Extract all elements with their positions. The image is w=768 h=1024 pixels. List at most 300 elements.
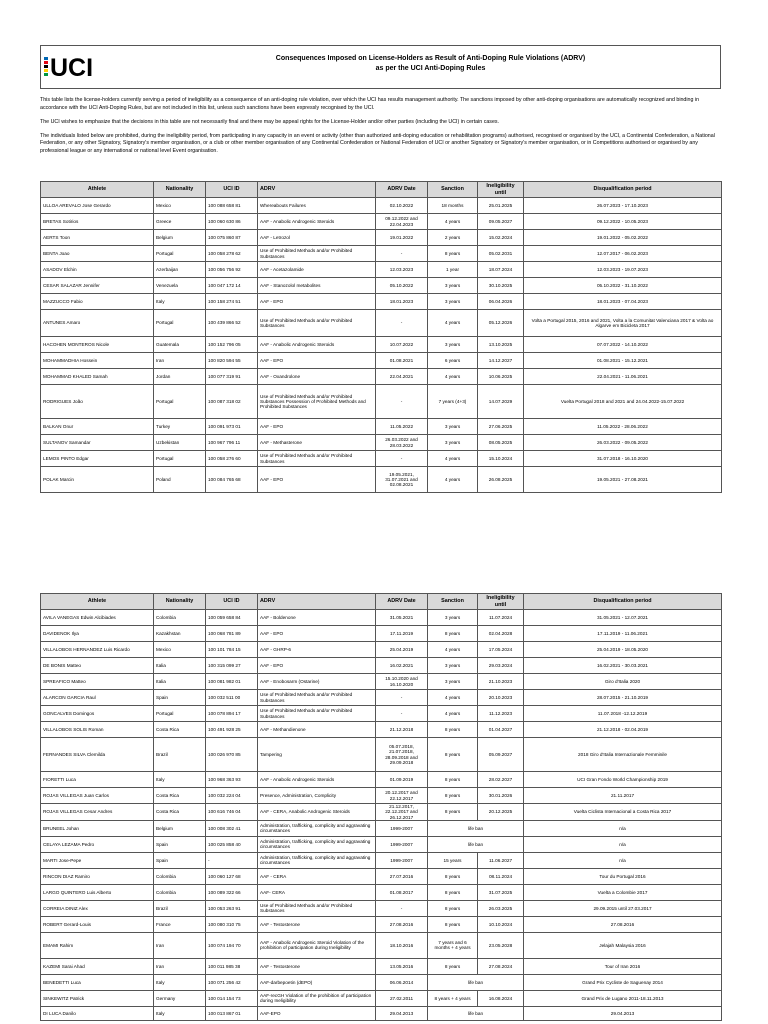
page-title: Consequences Imposed on License-Holders as Result of Anti-Doping Rule Violations (ADRV) as per the UCI Anti-Doping Rules (275, 55, 586, 72)
cell-nationality: Azerbaijan (154, 262, 206, 278)
cell-adrv: Use of Prohibited Methods and/or Prohibited Substances (258, 310, 376, 337)
cell-nationality: Kazakhstan (154, 626, 206, 642)
cell-adrv-date: - (376, 900, 428, 916)
cell-uci-id: 100 032 511 00 (206, 690, 258, 706)
cell-disqualification: n/a (524, 852, 722, 868)
cell-sanction: 4 years (428, 690, 478, 706)
cell-ineligibility: 20.10.2023 (478, 690, 524, 706)
cell-sanction: 3 years (428, 610, 478, 626)
cell-athlete: LEMOS PINTO Edgar (41, 451, 154, 467)
cell-adrv-date: - (376, 385, 428, 419)
cell-athlete: SPREAFICO Matteo (41, 674, 154, 690)
cell-athlete: ALARCON GARCIA Raul (41, 690, 154, 706)
table-header-row (41, 594, 722, 610)
cell-disqualification: 12.07.2017 - 06.02.2023 (524, 246, 722, 262)
cell-disqualification: 19.05.2021 - 27.08.2021 (524, 467, 722, 493)
cell-sanction: 4 years (428, 310, 478, 337)
intro-paragraph: The UCI wishes to emphasize that the decisions in this table are not necessarily final and there may be appeal rights for the License-Holder and/or other parties (including the UCI) in certain cases. (40, 118, 500, 125)
cell-disqualification: 27.08.2016 (524, 916, 722, 932)
cell-nationality: France (154, 916, 206, 932)
cell-adrv: AAF - Anabolic Androgenic Steroids (258, 772, 376, 788)
cell-athlete: HACOHEN MONTEROS Nicole (41, 337, 154, 353)
cell-ineligibility: 27.06.2025 (478, 419, 524, 435)
intro-paragraph: This table lists the license-holders currently serving a period of ineligibility as a consequence of an anti-doping rule violation, over which the UCI has results management authority. The sanctions imposed by other anti-doping organisations are automatically recognized and binding in accordance with the UCI Anti-Doping Rules, but are not included in this list, unless such sanctions have been expressly recognised by the UCI. (40, 97, 700, 111)
cell-adrv-date: 05.10.2022 (376, 278, 428, 294)
cell-uci-id: 100 056 756 92 (206, 262, 258, 278)
cell-sanction: 8 years (428, 772, 478, 788)
cell-adrv-date: 18.01.2023 (376, 294, 428, 310)
cell-sanction: life ban (428, 836, 524, 852)
cell-disqualification: 21.11.2017 (524, 788, 722, 804)
cell-uci-id: 100 068 781 89 (206, 626, 258, 642)
cell-sanction: 7 years (4+3) (428, 385, 478, 419)
cell-disqualification: 21.12.2018 - 02.04.2019 (524, 722, 722, 738)
cell-athlete: BENEDETTI Luca (41, 974, 154, 990)
cell-ineligibility: 26.08.2025 (478, 467, 524, 493)
cell-adrv-date: 02.10.2022 (376, 198, 428, 214)
cell-sanction: 8 years (428, 958, 478, 974)
sanctions-table-2 (40, 593, 722, 1021)
cell-ineligibility: 11.12.2023 (478, 706, 524, 722)
cell-sanction: 4 years (428, 214, 478, 230)
table-row (41, 610, 722, 626)
cell-disqualification: 31.07.2018 - 16.10.2020 (524, 451, 722, 467)
cell-athlete: BENTA Joao (41, 246, 154, 262)
cell-adrv: AAF - CERA, Anabolic Androgenic Steroids (258, 804, 376, 821)
cell-ineligibility: 13.10.2025 (478, 337, 524, 353)
cell-nationality: Iran (154, 932, 206, 958)
logo-text: UCI (50, 55, 94, 79)
cell-adrv: Whereabouts Failures (258, 198, 376, 214)
cell-ineligibility: 15.10.2024 (478, 451, 524, 467)
table-row (41, 310, 722, 337)
cell-disqualification: Tour of Iran 2016 (524, 958, 722, 974)
cell-nationality: Mexico (154, 198, 206, 214)
cell-uci-id: 100 013 867 01 (206, 1006, 258, 1020)
cell-uci-id: 100 053 263 91 (206, 900, 258, 916)
cell-athlete: VILLALOBOS SOLIS Roman (41, 722, 154, 738)
col-nationality: Nationality (154, 182, 206, 198)
table-row (41, 674, 722, 690)
cell-uci-id: 100 058 278 62 (206, 246, 258, 262)
cell-disqualification: 09.12.2022 - 10.05.2023 (524, 214, 722, 230)
cell-sanction: life ban (428, 820, 524, 836)
cell-nationality: Guatemala (154, 337, 206, 353)
cell-adrv: Tampering (258, 738, 376, 772)
table-row (41, 353, 722, 369)
table-row (41, 868, 722, 884)
cell-athlete: ROBERT Gerard-Louis (41, 916, 154, 932)
cell-uci-id: 100 059 658 84 (206, 610, 258, 626)
cell-ineligibility: 11.06.2027 (478, 852, 524, 868)
cell-athlete: ANTUNES Amaro (41, 310, 154, 337)
cell-nationality: Venezuela (154, 278, 206, 294)
col-uci-id: UCI ID (206, 182, 258, 198)
cell-athlete: KAZEMI Sarai Ahad (41, 958, 154, 974)
cell-sanction: 3 years (428, 435, 478, 451)
cell-athlete: RODRIGUES João (41, 385, 154, 419)
cell-sanction: 3 years (428, 674, 478, 690)
cell-nationality: Portugal (154, 246, 206, 262)
cell-uci-id: 100 088 658 81 (206, 198, 258, 214)
table-row (41, 772, 722, 788)
cell-adrv: Use of Prohibited Methods and/or Prohibited Substances (258, 706, 376, 722)
cell-adrv: Administration, trafficking, complicity and aggravating circumstances (258, 852, 376, 868)
cell-ineligibility: 05.09.2027 (478, 738, 524, 772)
cell-uci-id: 100 014 154 73 (206, 990, 258, 1006)
cell-disqualification: Vuelta a Colombie 2017 (524, 884, 722, 900)
table-row (41, 419, 722, 435)
cell-adrv-date: 1999-2007 (376, 836, 428, 852)
cell-disqualification: Vuelta Portugal 2018 and 2021 and 24.04.2022-15.07.2022 (524, 385, 722, 419)
cell-ineligibility: 09.05.2027 (478, 214, 524, 230)
cell-uci-id: 100 080 310 75 (206, 916, 258, 932)
cell-ineligibility: 10.06.2025 (478, 369, 524, 385)
cell-sanction: 1 year (428, 262, 478, 278)
cell-athlete: DE BONIS Matteo (41, 658, 154, 674)
cell-nationality: Poland (154, 467, 206, 493)
cell-adrv-date: - (376, 451, 428, 467)
cell-nationality: Belgium (154, 820, 206, 836)
cell-adrv-date: 27.02.2011 (376, 990, 428, 1006)
cell-nationality: Costa Rica (154, 788, 206, 804)
cell-adrv-date: 10.07.2022 (376, 337, 428, 353)
cell-uci-id: 100 078 894 17 (206, 706, 258, 722)
cell-disqualification: Vuelta Ciclista Internacional a Costa Rica 2017 (524, 804, 722, 821)
cell-ineligibility: 30.01.2026 (478, 788, 524, 804)
cell-nationality: Brazil (154, 900, 206, 916)
cell-ineligibility: 23.05.2028 (478, 932, 524, 958)
cell-uci-id: 100 101 784 15 (206, 642, 258, 658)
cell-sanction: 4 years (428, 451, 478, 467)
cell-adrv: AAF - Methasterone (258, 435, 376, 451)
cell-athlete: MAZZUCCO Fabio (41, 294, 154, 310)
cell-ineligibility: 08.11.2024 (478, 868, 524, 884)
cell-disqualification: Giro d'Italia 2020 (524, 674, 722, 690)
cell-uci-id: 100 820 594 55 (206, 353, 258, 369)
cell-adrv: AAF - EPO (258, 419, 376, 435)
cell-adrv: Administration, trafficking, complicity and aggravating circumstances (258, 836, 376, 852)
table-row (41, 1006, 722, 1020)
cell-nationality: Costa Rica (154, 804, 206, 821)
cell-adrv-date: 20.12.2017 and 22.12.2017 (376, 788, 428, 804)
table-row (41, 916, 722, 932)
cell-adrv-date: 01.08.2021 (376, 353, 428, 369)
cell-adrv: AAF- CERA (258, 884, 376, 900)
cell-ineligibility: 08.05.2025 (478, 435, 524, 451)
cell-uci-id: 100 008 302 41 (206, 820, 258, 836)
cell-adrv: AAF - EPO (258, 294, 376, 310)
col-adrv-date: ADRV Date (376, 594, 428, 610)
cell-adrv: AAF - Stanozolol metabolites (258, 278, 376, 294)
cell-athlete: RINCON DIAZ Ramiro (41, 868, 154, 884)
cell-uci-id: 100 060 630 86 (206, 214, 258, 230)
col-disqualification: Disqualification period (524, 594, 722, 610)
table-row (41, 214, 722, 230)
cell-uci-id: 100 075 860 87 (206, 230, 258, 246)
cell-sanction: 6 years (428, 353, 478, 369)
cell-uci-id: 100 060 127 68 (206, 868, 258, 884)
cell-adrv: AAF - Oxandrolone (258, 369, 376, 385)
table-row (41, 788, 722, 804)
cell-adrv-date: - (376, 706, 428, 722)
cell-nationality: Italia (154, 674, 206, 690)
cell-adrv-date: - (376, 246, 428, 262)
cell-nationality: Iran (154, 353, 206, 369)
cell-disqualification: 25.04.2019 - 18.05.2020 (524, 642, 722, 658)
table-header-row (41, 182, 722, 198)
cell-adrv: AAF - Anabolic Androgenic Steroids (258, 337, 376, 353)
cell-adrv: Use of Prohibited Methods and/or Prohibited Substances (258, 451, 376, 467)
cell-nationality: Italy (154, 294, 206, 310)
cell-ineligibility: 01.04.2027 (478, 722, 524, 738)
table-row (41, 369, 722, 385)
cell-uci-id: 100 439 866 52 (206, 310, 258, 337)
cell-athlete: ROJAS VILLEGAS Cesar Andres (41, 804, 154, 821)
table-row (41, 385, 722, 419)
cell-uci-id: 100 025 858 40 (206, 836, 258, 852)
cell-adrv-date: 21.12.2018 (376, 722, 428, 738)
cell-athlete: FIORETTI Luca (41, 772, 154, 788)
cell-disqualification: 05.10.2022 - 31.10.2022 (524, 278, 722, 294)
cell-adrv: AAF - CERA (258, 868, 376, 884)
cell-uci-id: 100 058 276 60 (206, 451, 258, 467)
cell-adrv: AAF - GHRP-6 (258, 642, 376, 658)
cell-disqualification: 11.05.2022 - 28.06.2022 (524, 419, 722, 435)
cell-nationality: Portugal (154, 451, 206, 467)
cell-adrv: Use of Prohibited Methods and/or Prohibited Substances (258, 900, 376, 916)
cell-nationality: Belgium (154, 230, 206, 246)
cell-athlete: FERNANDES SILVA Clemilda (41, 738, 154, 772)
cell-nationality: Colombia (154, 610, 206, 626)
cell-adrv-date: 19.05.2021, 31.07.2021 and 02.08.2021 (376, 467, 428, 493)
cell-athlete: SINKEWITZ Patrick (41, 990, 154, 1006)
cell-adrv-date: 15.10.2020 and 16.10.2020 (376, 674, 428, 690)
cell-sanction: 8 years (428, 738, 478, 772)
cell-sanction: 4 years (428, 369, 478, 385)
col-nationality: Nationality (154, 594, 206, 610)
cell-disqualification: 26.03.2022 - 09.05.2022 (524, 435, 722, 451)
cell-disqualification: Grand Prix de Lugano 2011-18.11.2013 (524, 990, 722, 1006)
cell-uci-id: 100 967 796 11 (206, 435, 258, 451)
cell-ineligibility: 11.07.2024 (478, 610, 524, 626)
cell-nationality: Germany (154, 990, 206, 1006)
cell-adrv: AAF - Methandienone (258, 722, 376, 738)
table-row (41, 642, 722, 658)
cell-ineligibility: 26.03.2025 (478, 900, 524, 916)
cell-adrv-date: 22.04.2021 (376, 369, 428, 385)
cell-ineligibility: 20.12.2025 (478, 804, 524, 821)
cell-uci-id: 100 091 973 01 (206, 419, 258, 435)
cell-adrv: AAF - Letrozol (258, 230, 376, 246)
cell-athlete: CORREIA DINIZ Alex (41, 900, 154, 916)
cell-adrv: AAF - EPO (258, 467, 376, 493)
table-row (41, 820, 722, 836)
cell-uci-id: 100 074 194 70 (206, 932, 258, 958)
cell-sanction: life ban (428, 1006, 524, 1020)
cell-athlete: DAVIDENOK Ilya (41, 626, 154, 642)
cell-adrv-date: - (376, 310, 428, 337)
cell-uci-id: 100 087 318 02 (206, 385, 258, 419)
cell-disqualification: 01.08.2021 - 15.12.2021 (524, 353, 722, 369)
cell-sanction: 8 years (428, 884, 478, 900)
cell-adrv-date: 18.10.2016 (376, 932, 428, 958)
cell-sanction: 3 years (428, 419, 478, 435)
sanctions-table-1 (40, 181, 722, 493)
cell-athlete: POLAK Marcin (41, 467, 154, 493)
table-row (41, 337, 722, 353)
cell-disqualification: 11.07.2018 -12.12.2019 (524, 706, 722, 722)
cell-uci-id: 100 026 970 85 (206, 738, 258, 772)
cell-disqualification: 31.05.2021 - 12.07.2021 (524, 610, 722, 626)
cell-sanction: 18 months (428, 198, 478, 214)
cell-adrv: AAF - Boldenone (258, 610, 376, 626)
cell-adrv-date: 29.04.2013 (376, 1006, 428, 1020)
cell-uci-id: 100 152 796 05 (206, 337, 258, 353)
cell-disqualification: Volta a Portugal 2015, 2016 and 2021, Volta a la Comunitat Valenciana 2017 & Volta ao Algarve em Bicicleta 2017 (524, 310, 722, 337)
col-adrv: ADRV (258, 594, 376, 610)
table-row (41, 804, 722, 821)
cell-sanction: 3 years (428, 337, 478, 353)
cell-disqualification: 12.03.2023 - 19.07.2023 (524, 262, 722, 278)
cell-nationality: Iran (154, 958, 206, 974)
cell-nationality: Greece (154, 214, 206, 230)
cell-disqualification: UCI Gran Fondo World Championship 2019 (524, 772, 722, 788)
cell-adrv-date: 26.03.2022 and 28.03.2022 (376, 435, 428, 451)
cell-sanction: 8 years (428, 246, 478, 262)
cell-ineligibility: 05.12.2026 (478, 310, 524, 337)
cell-adrv-date: 13.05.2016 (376, 958, 428, 974)
intro-paragraph: The individuals listed below are prohibited, during the ineligibility period, from participating in any capacity in an event or activity (other than authorized anti-doping education or rehabilitation programs) authorised, recognised or organised by the UCI, a Continental Confederation, a National Federation, or any other Signatory, Signatory's member organisation, or a club or other member organisation of any Continental Confederation or National Federation of UCI or another Signatory or Signatory's member organisation, or in Competitions authorised or organised by any professional league or any international or national level Event organisation. (40, 132, 715, 154)
cell-disqualification: 19.01.2022 - 05.02.2022 (524, 230, 722, 246)
cell-nationality: Colombia (154, 884, 206, 900)
cell-athlete: GONCALVES Domingos (41, 706, 154, 722)
cell-ineligibility: 25.01.2025 (478, 198, 524, 214)
cell-uci-id: 100 077 319 91 (206, 369, 258, 385)
cell-athlete: BRUNEEL Johan (41, 820, 154, 836)
cell-sanction: 8 years (428, 916, 478, 932)
cell-uci-id: 100 032 224 04 (206, 788, 258, 804)
cell-adrv-date: 17.11.2019 (376, 626, 428, 642)
cell-ineligibility: 31.07.2025 (478, 884, 524, 900)
cell-ineligibility: 06.04.2026 (478, 294, 524, 310)
cell-sanction: 8 years (428, 626, 478, 642)
cell-disqualification: 29.04.2013 (524, 1006, 722, 1020)
table-row (41, 836, 722, 852)
cell-adrv: AAF - Testosterone (258, 916, 376, 932)
cell-sanction: life ban (428, 974, 524, 990)
cell-disqualification: Grand Prix Cycliste de Saguenay 2014 (524, 974, 722, 990)
cell-nationality: Uzbekistan (154, 435, 206, 451)
cell-ineligibility: 05.02.2031 (478, 246, 524, 262)
cell-athlete: ASADOV Elchin (41, 262, 154, 278)
table-row (41, 900, 722, 916)
cell-athlete: CELAYA LEZAMA Pedro (41, 836, 154, 852)
table-row (41, 738, 722, 772)
col-uci-id: UCI ID (206, 594, 258, 610)
cell-adrv-date: 16.02.2021 (376, 658, 428, 674)
cell-athlete: MOHAMMAD KHALED Samah (41, 369, 154, 385)
cell-ineligibility: 27.08.2024 (478, 958, 524, 974)
cell-nationality: Portugal (154, 706, 206, 722)
uci-logo (44, 55, 122, 79)
document-header (40, 45, 721, 89)
cell-uci-id: 100 071 256 42 (206, 974, 258, 990)
col-sanction: Sanction (428, 182, 478, 198)
table-row (41, 246, 722, 262)
cell-sanction: 4 years (428, 642, 478, 658)
cell-ineligibility: 30.10.2025 (478, 278, 524, 294)
cell-sanction: 2 years (428, 230, 478, 246)
table-row (41, 884, 722, 900)
cell-nationality: Italia (154, 658, 206, 674)
table-row (41, 722, 722, 738)
cell-athlete: DI LUCA Danilo (41, 1006, 154, 1020)
cell-adrv: Use of Prohibited Methods and/or Prohibited Substances (258, 690, 376, 706)
cell-athlete: AVILA VANEGAS Edwin Alcibiades (41, 610, 154, 626)
cell-ineligibility: 29.03.2024 (478, 658, 524, 674)
cell-disqualification: 29.09.2015 until 27.03.2017 (524, 900, 722, 916)
cell-adrv-date: 1999-2007 (376, 852, 428, 868)
cell-nationality: Brazil (154, 738, 206, 772)
cell-adrv-date: 27.07.2016 (376, 868, 428, 884)
cell-uci-id: 100 084 765 68 (206, 467, 258, 493)
cell-adrv-date: 25.04.2019 (376, 642, 428, 658)
cell-adrv-date: 05.07.2018, 21.07.2018, 28.09.2018 and 29.09.2018 (376, 738, 428, 772)
cell-ineligibility: 14.12.2027 (478, 353, 524, 369)
cell-athlete: EMAMI Rahim (41, 932, 154, 958)
intro-text (40, 97, 723, 162)
col-sanction: Sanction (428, 594, 478, 610)
cell-adrv: AAF - Enobosarm (Ostarine) (258, 674, 376, 690)
cell-uci-id: 100 011 985 38 (206, 958, 258, 974)
cell-ineligibility: 21.10.2023 (478, 674, 524, 690)
cell-adrv: Administration, trafficking, complicity and aggravating circumstances (258, 820, 376, 836)
cell-athlete: AERTS Toon (41, 230, 154, 246)
cell-adrv-date: 1999-2007 (376, 820, 428, 836)
cell-sanction: 8 years (428, 868, 478, 884)
cell-adrv: AAF - EPO (258, 353, 376, 369)
cell-adrv-date: 06.06.2014 (376, 974, 428, 990)
cell-adrv: Use of Prohibited Methods and/or Prohibited Substances (258, 246, 376, 262)
cell-disqualification: 07.07.2022 - 14.10.2022 (524, 337, 722, 353)
cell-adrv-date: 12.03.2023 (376, 262, 428, 278)
table-row (41, 278, 722, 294)
cell-uci-id: 100 315 099 27 (206, 658, 258, 674)
cell-disqualification: n/a (524, 820, 722, 836)
cell-adrv: AAF - Testosterone (258, 958, 376, 974)
cell-adrv: AAF - Anabolic Androgenic Steroids (258, 214, 376, 230)
table-row (41, 852, 722, 868)
cell-adrv: Presence, Administration, Complicity (258, 788, 376, 804)
cell-adrv: Use of Prohibited Methods and/or Prohibited Substances Possession of Prohibited Methods and Prohibited Substances (258, 385, 376, 419)
cell-disqualification: Jelajah Malaysia 2016 (524, 932, 722, 958)
cell-adrv-date: 31.05.2021 (376, 610, 428, 626)
cell-ineligibility: 15.02.2024 (478, 230, 524, 246)
cell-sanction: 15 years (428, 852, 478, 868)
cell-ineligibility: 17.05.2024 (478, 642, 524, 658)
cell-uci-id: 100 089 322 66 (206, 884, 258, 900)
col-athlete: Athlete (41, 594, 154, 610)
cell-nationality: Mexico (154, 642, 206, 658)
cell-sanction: 8 years (428, 788, 478, 804)
col-disqualification: Disqualification period (524, 182, 722, 198)
cell-nationality: Portugal (154, 385, 206, 419)
cell-sanction: 4 years (428, 706, 478, 722)
cell-sanction: 8 years (428, 722, 478, 738)
cell-uci-id: - (206, 852, 258, 868)
table-row (41, 626, 722, 642)
